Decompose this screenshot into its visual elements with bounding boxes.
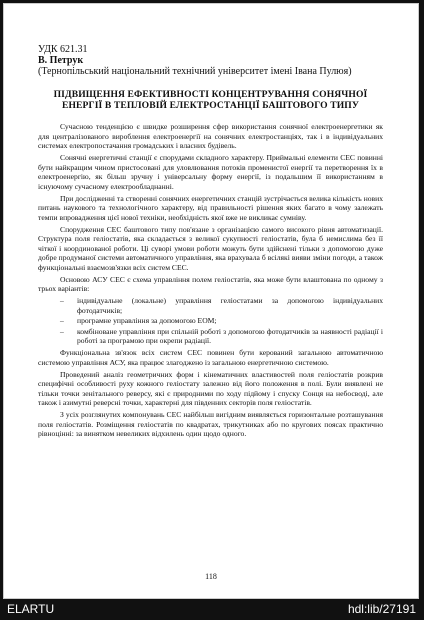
article-body <box>38 122 383 439</box>
list-dash: – <box>60 326 64 336</box>
document-page <box>4 4 418 598</box>
article-title <box>38 89 383 111</box>
author-affiliation: (Тернопільський національний технічний університет імені Івана Пулюя) <box>38 66 352 77</box>
page-content <box>38 44 383 441</box>
paragraph: Сонячні енергетичні станції є спорудами складного характеру. Приймальні елементи СЕС повинні бути найкращим чином пристосовані для уловлювання потоків променистої енергії та перетворення їх в електроенергію, як більш зручну і універсальну форму енергії, із подальшим її використанням в існуючому сучасному електрообладнанні. <box>38 153 383 191</box>
author-name: В. Петрук <box>38 55 84 66</box>
list-item-text: індивідуальне (локальне) управління геліостатами за допомогою індивідуальних фотодатчиків; <box>77 296 383 315</box>
paragraph: Сучасною тенденцією є швидке розширення сфер використання сонячної електроенергетики як для централізованого вироблення електроенергії на сонячних електростанціях, так і в індивідуальних системах електропостачання громадських і власних будівель. <box>38 122 383 150</box>
list-item-text: програмне управління за допомогою ЕОМ; <box>77 316 217 325</box>
paragraph: Спорудження СЕС баштового типу пов'язане з організацією самого високого рівня автоматизації. Структура поля геліостатів, яка складається з великої сукупності геліостатів, була б немислима без її чіткої і координованої роботи. Ці суворі умови роботи можуть бути здійснені тільки з допомогою дуже добре продуманої системи автоматичного управління, яка врахувала б всілякі вияви зміни погоди, а також функціональні взаємозв'язки всіх систем СЕС. <box>38 224 383 272</box>
title-line-1: ПІДВИЩЕННЯ ЕФЕКТИВНОСТІ КОНЦЕНТРУВАННЯ СОНЯЧНОЇ <box>53 89 368 100</box>
paragraph: При дослідженні та створенні сонячних енергетичних станцій зустрічається велика кількість нових питань наукового та технологічного характеру, від правильності рішення яких багато в чому залежать темпи впровадження цієї нової техніки, необхідність якої вже не викликає сумніву. <box>38 193 383 222</box>
paragraph: З усіх розглянутих компонувань СЕС найбільш вигідним виявляється горизонтальне розташування поля геліостатів. Розміщення геліостатів по квадратах, трикутниках або по кругових поясах практично рівноцінні: за винятком невеликих відхилень один щодо одного. <box>38 410 383 438</box>
list-dash: – <box>60 296 64 305</box>
page-number: 118 <box>205 572 217 581</box>
variants-list <box>38 296 383 346</box>
list-item <box>38 316 383 326</box>
paragraph: Функціональна зв'язок всіх систем СЕС повинен бути керований загальною автоматичною системою управління АСУ, яка працює злагоджено із загальною енергетичною системою. <box>38 348 383 367</box>
udk-code: УДК 621.31 <box>38 44 88 55</box>
handle-id: hdl:lib/27191 <box>347 602 416 616</box>
paragraph: Основою АСУ СЕС є схема управління полем геліостатів, яка може бути влаштована по одному з трьох варіантів: <box>38 274 383 293</box>
repository-name: ELARTU <box>7 602 55 616</box>
footer-bar <box>0 598 424 620</box>
list-item-text: комбіноване управління при спільній роботі з допомогою фотодатчиків за наявності радіації і роботі за програмою при окрепи радіації. <box>77 326 383 345</box>
list-dash: – <box>60 316 64 325</box>
list-item <box>38 296 383 315</box>
list-item <box>38 327 383 346</box>
title-line-2: ЕНЕРГІЇ В ТЕПЛОВІЙ ЕЛЕКТРОСТАНЦІЇ БАШТОВОГО ТИПУ <box>61 100 360 111</box>
paragraph: Проведений аналіз геометричних форм і кінематичних властивостей поля геліостатів розкрив специфічні особливості руху кожного геліостату залежно від його положення в полі. Були виявлені не тільки точки зенітального реверсу, які є природними по ходу підйому і спуску Сонця на небосводі, але також і азимутні реверсні точки, характерні для південних секторів поля геліостатів. <box>38 369 383 407</box>
